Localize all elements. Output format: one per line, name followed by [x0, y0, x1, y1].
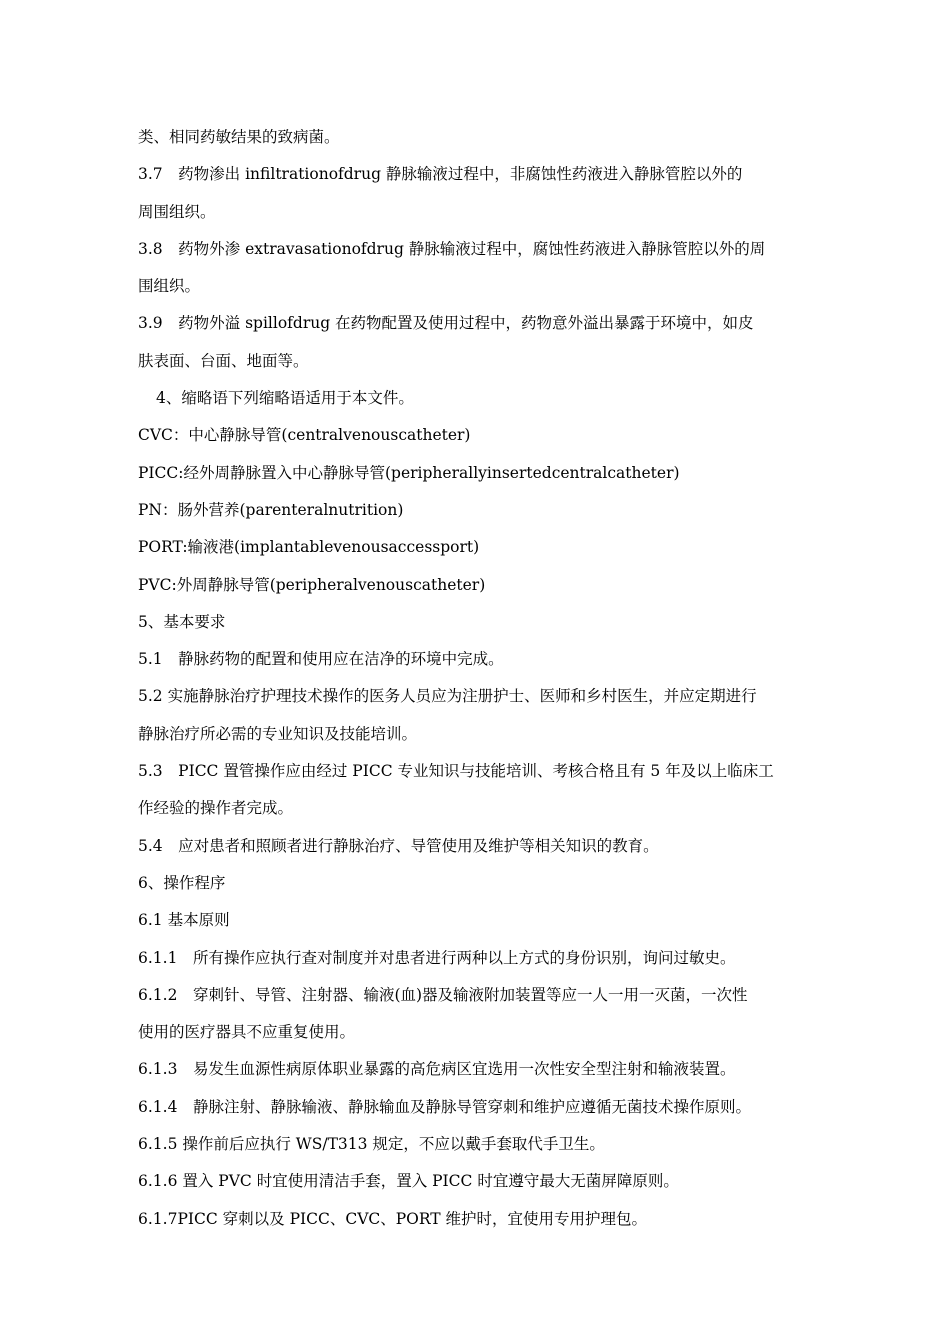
text-line: 5.2 实施静脉治疗护理技术操作的医务人员应为注册护士、医师和乡村医生，并应定期进行: [138, 687, 757, 706]
text-line: 6.1.5 操作前后应执行 WS/T313 规定，不应以戴手套取代手卫生。: [138, 1135, 605, 1154]
text-line: 3.8 药物外渗 extravasationofdrug 静脉输液过程中，腐蚀性药液进入静脉管腔以外的周: [138, 239, 766, 258]
text-line: 6.1.6 置入 PVC 时宜使用清洁手套，置入 PICC 时宜遵守最大无菌屏障原则。: [138, 1172, 679, 1191]
subsection-heading: 6.1 基本原则: [138, 911, 230, 930]
text-line: 5.4 应对患者和照顾者进行静脉治疗、导管使用及维护等相关知识的教育。: [138, 836, 659, 855]
text-line: 围组织。: [138, 277, 201, 296]
text-line: 作经验的操作者完成。: [138, 799, 294, 818]
text-line: 使用的医疗器具不应重复使用。: [138, 1023, 356, 1042]
text-line: 类、相同药敏结果的致病菌。: [138, 128, 340, 146]
text-line: PORT:输液港(implantablevenousaccessport): [138, 538, 480, 557]
text-line: CVC：中心静脉导管(centralvenouscatheter): [138, 426, 471, 445]
text-line: 5.3 PICC 置管操作应由经过 PICC 专业知识与技能培训、考核合格且有 5 年及以上临床工: [138, 762, 774, 781]
section-heading: 5、基本要求: [138, 612, 226, 631]
text-line: 6.1.2 穿刺针、导管、注射器、输液(血)器及输液附加装置等应一人一用一灭菌，一次性: [138, 985, 748, 1004]
section-heading: 4、缩略语下列缩略语适用于本文件。: [156, 389, 414, 408]
text-line: 6.1.4 静脉注射、静脉输液、静脉输血及静脉导管穿刺和维护应遵循无菌技术操作原则。: [138, 1097, 751, 1116]
section-heading: 6、操作程序: [138, 873, 226, 892]
text-line: 6.1.7PICC 穿刺以及 PICC、CVC、PORT 维护时，宜使用专用护理包。: [138, 1209, 648, 1228]
text-line: PICC:经外周静脉置入中心静脉导管(peripherallyinsertedcentralcatheter): [138, 463, 680, 482]
text-line: 肤表面、台面、地面等。: [138, 351, 309, 370]
text-line: 6.1.3 易发生血源性病原体职业暴露的高危病区宜选用一次性安全型注射和输液装置。: [138, 1060, 736, 1079]
text-line: PN：肠外营养(parenteralnutrition): [138, 500, 404, 519]
text-line: 5.1 静脉药物的配置和使用应在洁净的环境中完成。: [138, 650, 504, 669]
text-line: 静脉治疗所必需的专业知识及技能培训。: [138, 724, 418, 743]
document-body: [138, 119, 818, 1238]
text-line: 6.1.1 所有操作应执行查对制度并对患者进行两种以上方式的身份识别，询问过敏史。: [138, 948, 736, 967]
text-line: 周围组织。: [138, 202, 216, 221]
text-line: PVC:外周静脉导管(peripheralvenouscatheter): [138, 575, 486, 594]
text-line: 3.9 药物外溢 spillofdrug 在药物配置及使用过程中，药物意外溢出暴露于环境中，如皮: [138, 314, 754, 333]
text-line: 3.7 药物渗出 infiltrationofdrug 静脉输液过程中，非腐蚀性药液进入静脉管腔以外的: [138, 165, 743, 184]
